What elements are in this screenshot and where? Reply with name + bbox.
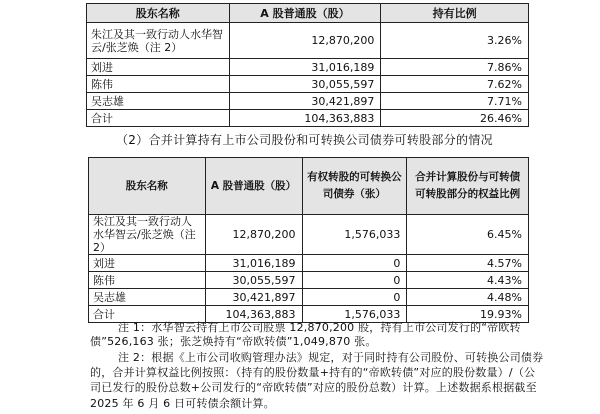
header-holding-ratio: 持有比例 — [381, 4, 529, 23]
shares-value: 30,421,897 — [205, 289, 302, 306]
shareholder-name: 陈伟 — [87, 76, 230, 93]
table-row — [89, 215, 529, 255]
note-2-line-2: 的，合并计算权益比例按照：（持有的股份数量+持有的“帝欧转债”对应的股份数量）/（公 — [90, 366, 536, 379]
shareholder-name: 吴志雄 — [89, 289, 206, 306]
shares-value: 12,870,200 — [205, 215, 302, 255]
total-ratio: 19.93% — [407, 306, 529, 323]
shareholder-name: 朱江及其一致行动人水华智云/张芝焕（注 2） — [89, 215, 206, 255]
bonds-value: 1,576,033 — [302, 215, 407, 255]
shares-value: 30,055,597 — [229, 76, 381, 93]
ratio-value: 4.48% — [407, 289, 529, 306]
note-2-line-1: 注 2：根据《上市公司收购管理办法》规定，对于同时持有公司股份、可转换公司债券 — [118, 351, 544, 364]
ratio-value: 6.45% — [407, 215, 529, 255]
table-row — [87, 23, 529, 59]
total-bonds: 1,576,033 — [302, 306, 407, 323]
header-a-shares: A 股普通股（股） — [229, 4, 381, 23]
ratio-value: 7.71% — [381, 93, 529, 110]
shareholder-name: 刘进 — [89, 255, 206, 272]
ratio-value: 7.62% — [381, 76, 529, 93]
note-2-line-4: 2025 年 6 月 6 日可转债余额计算。 — [90, 397, 275, 410]
shares-value: 31,016,189 — [229, 59, 381, 76]
section-2-heading: （2）合并计算持有上市公司股份和可转换公司债券可转股部分的情况 — [116, 133, 493, 147]
shareholder-name: 朱江及其一致行动人水华智云/张芝焕（注 2） — [87, 23, 230, 59]
combined-holding-table — [88, 157, 529, 323]
total-label: 合计 — [89, 306, 206, 323]
table-total-row — [87, 110, 529, 127]
table-row — [87, 59, 529, 76]
ratio-value: 3.26% — [381, 23, 529, 59]
header-shareholder-name: 股东名称 — [89, 158, 206, 215]
shareholding-table — [86, 3, 529, 127]
total-shares: 104,363,883 — [205, 306, 302, 323]
table-header-row — [89, 158, 529, 215]
shareholder-name: 陈伟 — [89, 272, 206, 289]
header-convertible-bonds: 有权转股的可转换公司债券（张） — [302, 158, 407, 215]
total-shares: 104,363,883 — [229, 110, 381, 127]
ratio-value: 4.57% — [407, 255, 529, 272]
note-1-line-2: 债”526,163 张；张芝焕持有“帝欧转债”1,049,870 张。 — [90, 335, 377, 348]
header-combined-ratio: 合并计算股份与可转债可转股部分的权益比例 — [407, 158, 529, 215]
ratio-value: 4.43% — [407, 272, 529, 289]
shares-value: 30,055,597 — [205, 272, 302, 289]
ratio-value: 7.86% — [381, 59, 529, 76]
bonds-value: 0 — [302, 272, 407, 289]
header-shareholder-name: 股东名称 — [87, 4, 230, 23]
total-ratio: 26.46% — [381, 110, 529, 127]
shareholder-name: 吴志雄 — [87, 93, 230, 110]
bonds-value: 0 — [302, 255, 407, 272]
shares-value: 30,421,897 — [229, 93, 381, 110]
total-label: 合计 — [87, 110, 230, 127]
table-row — [87, 76, 529, 93]
header-a-shares: A 股普通股（股） — [205, 158, 302, 215]
table-row — [89, 289, 529, 306]
shares-value: 12,870,200 — [229, 23, 381, 59]
table-row — [89, 255, 529, 272]
shares-value: 31,016,189 — [205, 255, 302, 272]
note-2-line-3: 司已发行的股份总数+公司发行的“帝欧转债”对应的股份总数）计算。上述数据系根据截至 — [90, 381, 537, 394]
bonds-value: 0 — [302, 289, 407, 306]
table-row — [87, 93, 529, 110]
note-1-line-1: 注 1：水华智云持有上市公司股票 12,870,200 股，持有上市公司发行的“帝欧转 — [118, 321, 521, 334]
table-header-row — [87, 4, 529, 23]
table-row — [89, 272, 529, 289]
shareholder-name: 刘进 — [87, 59, 230, 76]
